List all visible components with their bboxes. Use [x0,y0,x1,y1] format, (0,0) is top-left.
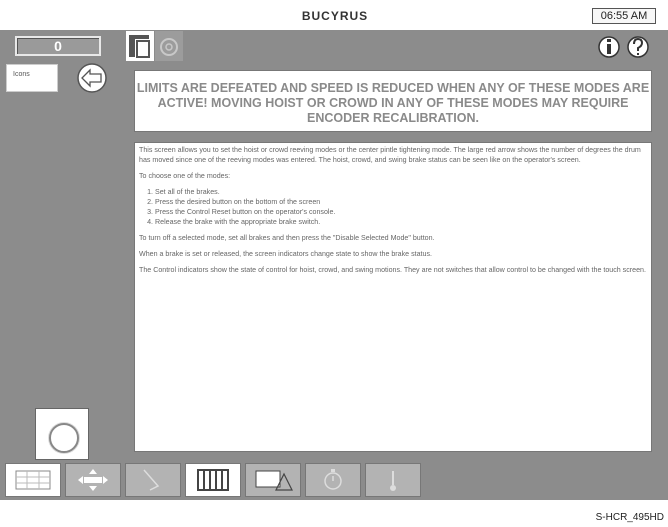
monitor-icon [126,31,154,61]
description-paragraph: To turn off a selected mode, set all brakes and then press the "Disable Selected Mode" button. [139,234,435,242]
description-paragraph: When a brake is set or released, the screen indicators change state to show the brake status. [139,250,432,258]
warning-screen-button[interactable] [245,463,301,497]
back-button[interactable] [74,62,110,94]
info-button[interactable] [597,34,621,60]
step-item: 3. Press the Control Reset button on the operator's console. [155,207,647,217]
tab-row [122,30,668,62]
boom-icon [126,464,180,496]
stopwatch-icon [306,464,360,496]
sidebar [0,30,122,460]
boom-button[interactable] [125,463,181,497]
step-item: 1. Set all of the brakes. [155,187,647,197]
tab-gear-icon[interactable] [155,31,183,61]
figure-id-label: S-HCR_495HD [595,512,664,523]
drum-icon [186,464,240,496]
step-item: 4. Release the brake with the appropriate brake switch. [155,217,647,227]
icons-button[interactable]: Icons [6,64,58,92]
description-paragraph: This screen allows you to set the hoist or crowd reeving modes or the center pintle tightening mode. The large red arrow shows the number of degrees the drum has moved since one of the reeving modes was entered. The hoist, crowd, and swing brake status can be seen like on the operator's screen. [139,146,641,164]
timer-button[interactable] [305,463,361,497]
help-button[interactable] [626,34,650,60]
clock-display: 06:55 AM [592,8,656,24]
help-icon [626,34,650,60]
grid-view-button[interactable] [5,463,61,497]
description-paragraph: To choose one of the modes: [139,172,231,180]
description-paragraph: The Control indicators show the state of control for hoist, crowd, and swing motions. They are not switches that allow control to be changed with the touch screen. [139,266,646,274]
gear-icon [155,31,183,61]
info-icon [597,34,621,60]
back-arrow-icon [74,62,110,94]
status-circle-button[interactable] [35,408,89,460]
tab-screen-icon[interactable] [126,31,154,61]
thermometer-icon [366,464,420,496]
move-tool-button[interactable] [65,463,121,497]
steps-list [139,187,647,227]
drum-button[interactable] [185,463,241,497]
step-item: 2. Press the desired button on the bottom of the screen [155,197,647,207]
counter-display: 0 [15,36,101,56]
temperature-button[interactable] [365,463,421,497]
warning-banner: LIMITS ARE DEFEATED AND SPEED IS REDUCED WHEN ANY OF THESE MODES ARE ACTIVE! MOVING HOIST OR CROWD IN ANY OF THESE MODES MAY REQUIRE ENCODER RECALIBRATION. [134,70,652,132]
move-arrows-icon [66,464,120,496]
warning-monitor-icon [246,464,300,496]
description-panel [134,142,652,452]
circle-indicator-icon [49,423,79,453]
brand-logo: BUCYRUS [301,9,369,23]
grid-icon [6,464,60,496]
